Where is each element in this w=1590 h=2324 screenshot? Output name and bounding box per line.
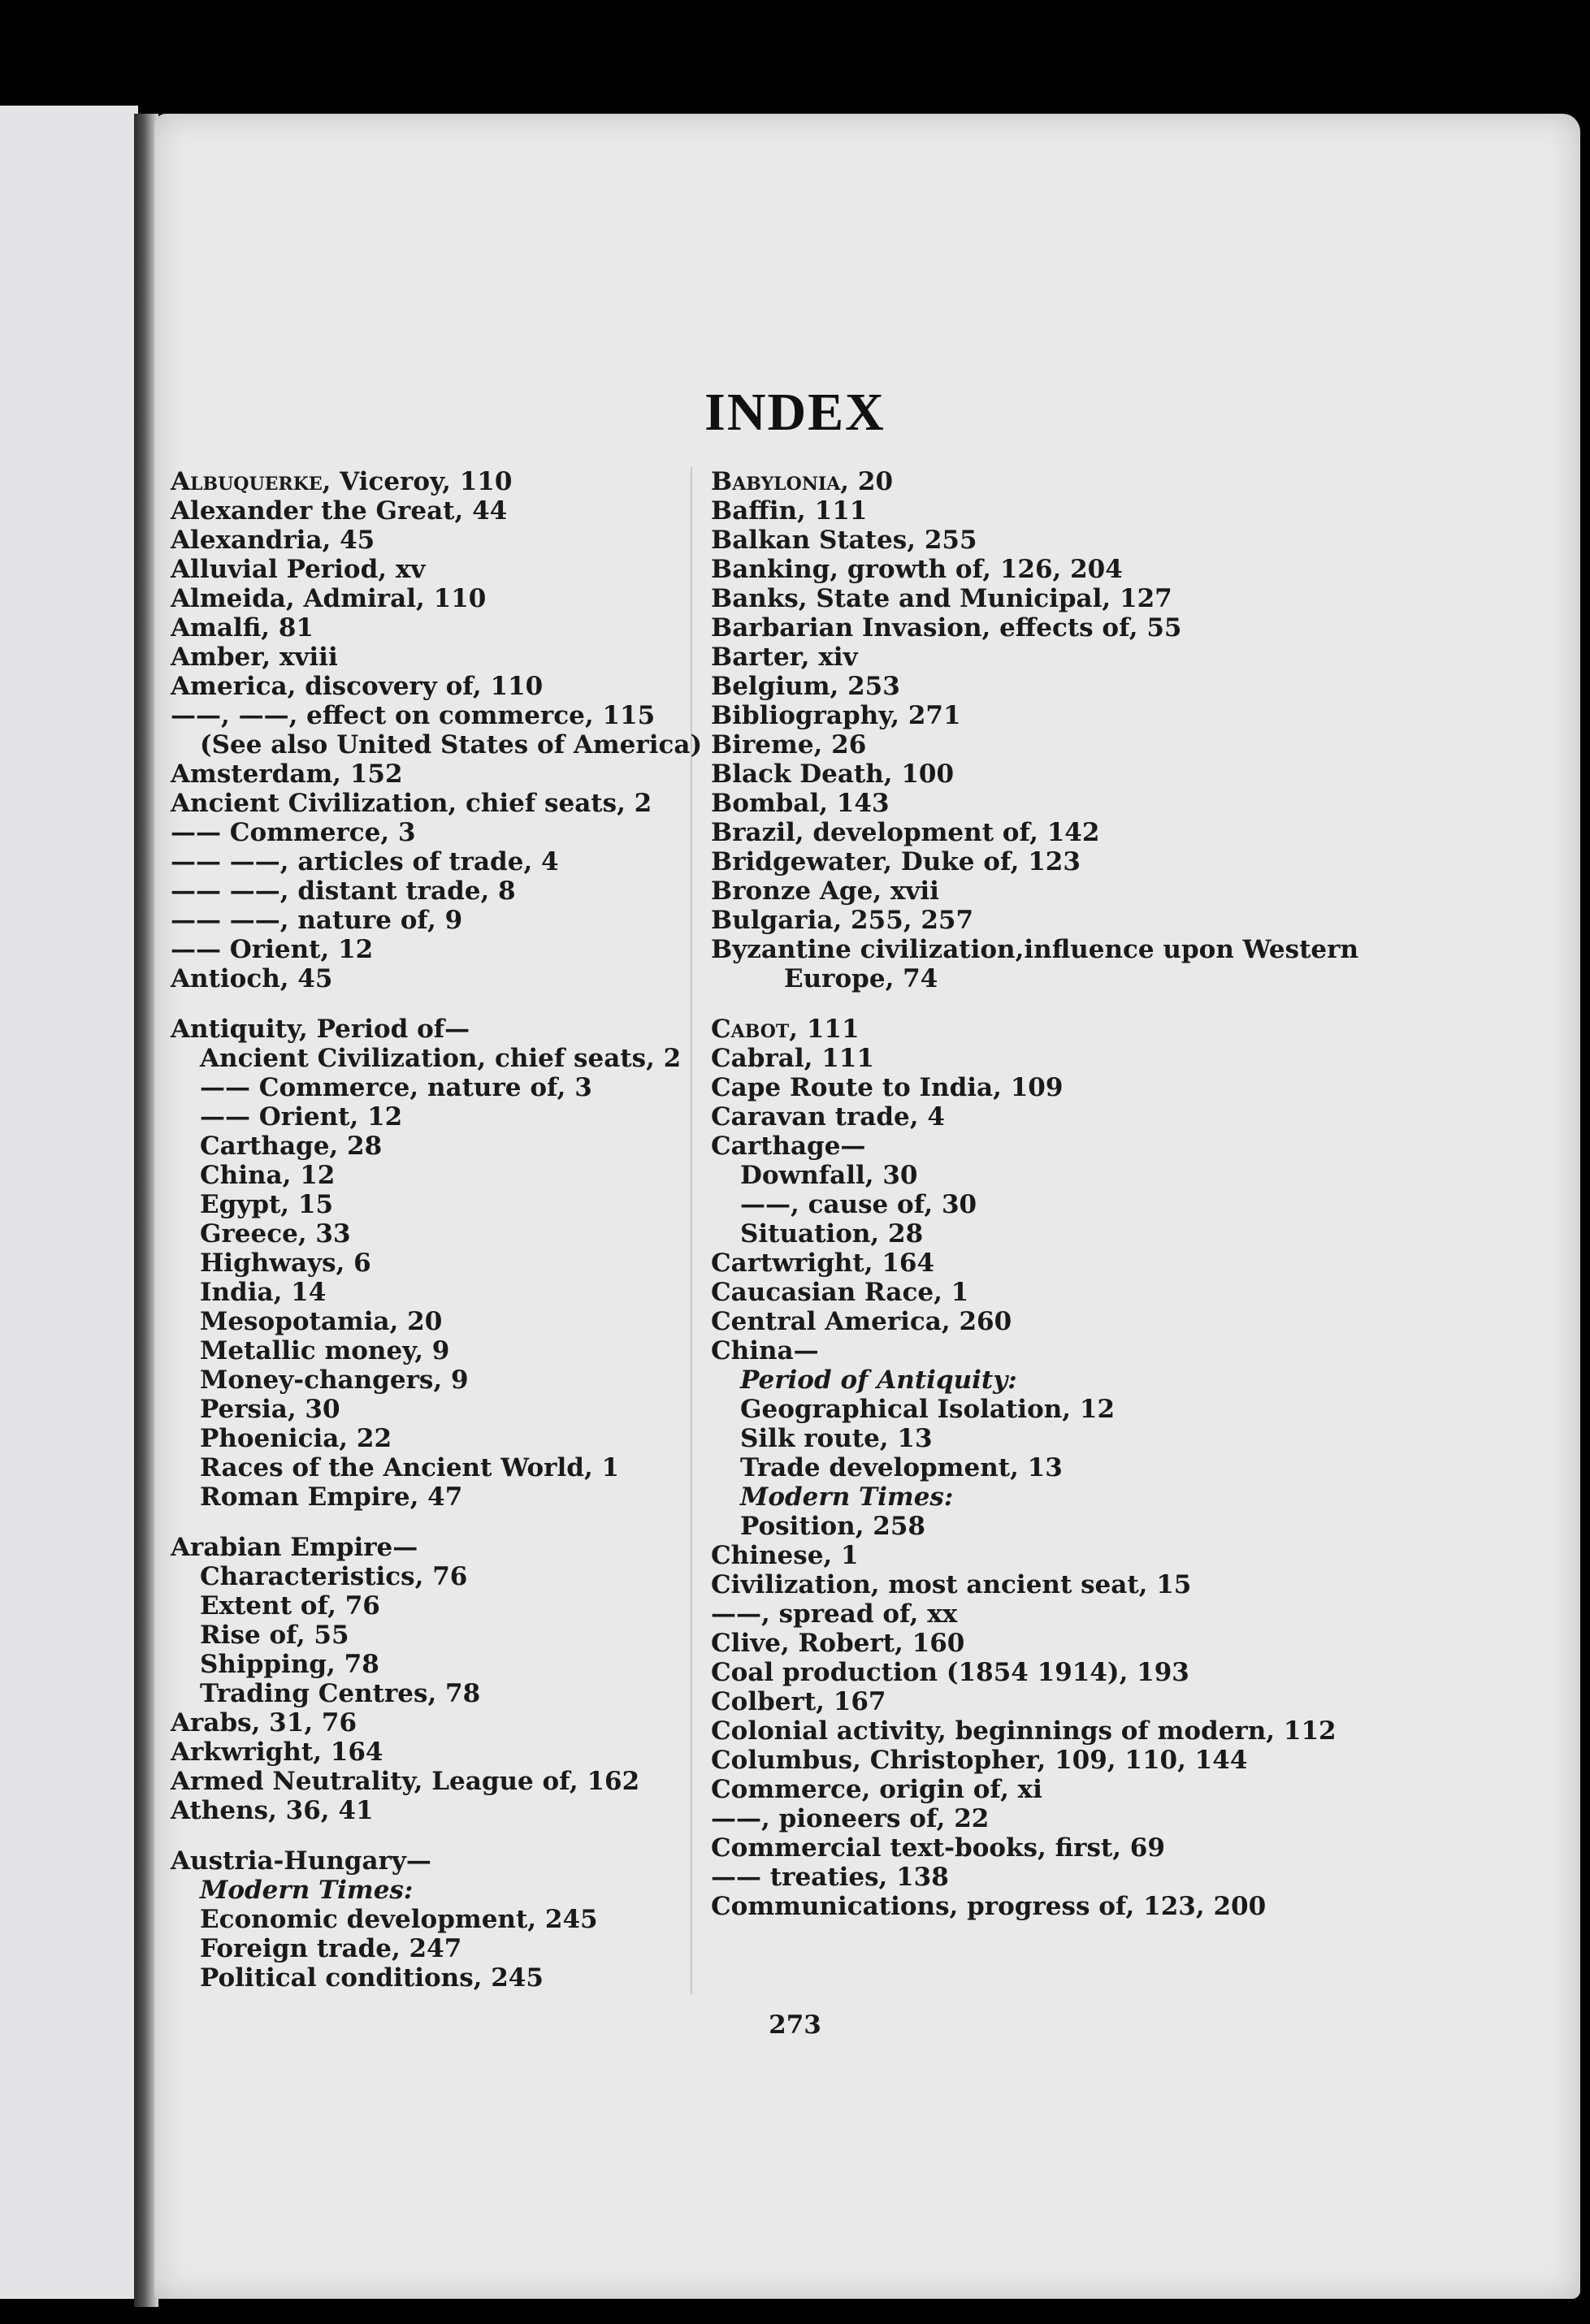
index-entry: Clive, Robert, 160: [711, 1629, 965, 1658]
index-entry: Byzantine civilization,influence upon Western Europe, 74: [711, 935, 1359, 993]
index-entry: Alexander the Great, 44: [171, 496, 508, 526]
index-entry: —— Commerce, 3: [171, 818, 416, 847]
index-entry: ——, cause of, 30: [740, 1190, 977, 1219]
index-entry: Barbarian Invasion, effects of, 55: [711, 613, 1182, 643]
index-entry: —— Orient, 12: [171, 935, 374, 964]
index-entry: Downfall, 30: [740, 1161, 918, 1190]
index-entry: Athens, 36, 41: [171, 1796, 374, 1825]
index-entry: Highways, 6: [200, 1249, 371, 1278]
index-entry: Position, 258: [740, 1512, 925, 1541]
index-entry: Civilization, most ancient seat, 15: [711, 1570, 1192, 1599]
index-entry: Columbus, Christopher, 109, 110, 144: [711, 1746, 1248, 1775]
index-entry: (See also United States of America): [200, 730, 703, 760]
index-entry: Shipping, 78: [200, 1650, 379, 1679]
index-entry: Colonial activity, beginnings of modern, 112: [711, 1716, 1337, 1746]
index-entry: Situation, 28: [740, 1219, 924, 1249]
index-entry: Colbert, 167: [711, 1687, 886, 1716]
index-entry: —— treaties, 138: [711, 1863, 949, 1892]
index-entry: Alluvial Period, xv: [171, 555, 426, 584]
index-entry: Caucasian Race, 1: [711, 1278, 969, 1307]
index-entry: Black Death, 100: [711, 760, 955, 789]
index-entry: Armed Neutrality, League of, 162: [171, 1767, 640, 1796]
index-entry: Amsterdam, 152: [171, 760, 403, 789]
index-entry: Barter, xiv: [711, 643, 858, 672]
page-title: INDEX: [704, 383, 886, 442]
index-entry: Modern Times:: [740, 1482, 954, 1512]
index-entry: China—: [711, 1336, 819, 1365]
index-entry: Brazil, development of, 142: [711, 818, 1100, 847]
index-entry: Commerce, origin of, xi: [711, 1775, 1042, 1804]
index-entry: Trade development, 13: [740, 1453, 1063, 1482]
index-entry: ——, pioneers of, 22: [711, 1804, 990, 1833]
index-entry: Modern Times:: [200, 1876, 414, 1905]
index-entry: ——, ——, effect on commerce, 115: [171, 701, 656, 730]
index-entry: Economic development, 245: [200, 1905, 598, 1934]
index-entry: Coal production (1854 1914), 193: [711, 1658, 1189, 1687]
index-entry: Bronze Age, xvii: [711, 876, 939, 906]
page-number: 273: [769, 2010, 821, 2040]
index-entry: Baffin, 111: [711, 496, 868, 526]
index-entry: Cabot, 111: [711, 1015, 860, 1044]
index-entry: —— ——, articles of trade, 4: [171, 847, 559, 876]
index-entry: Balkan States, 255: [711, 526, 977, 555]
index-entry: Characteristics, 76: [200, 1562, 468, 1591]
index-entry: Amber, xviii: [171, 643, 338, 672]
index-entry: Austria-Hungary—: [171, 1846, 431, 1876]
index-entry: Antiquity, Period of—: [171, 1015, 470, 1044]
index-entry: Carthage, 28: [200, 1132, 383, 1161]
index-entry: America, discovery of, 110: [171, 672, 544, 701]
index-entry: Banking, growth of, 126, 204: [711, 555, 1123, 584]
index-entry: Alexandria, 45: [171, 526, 375, 555]
index-entry: Central America, 260: [711, 1307, 1012, 1336]
index-entry: Caravan trade, 4: [711, 1102, 945, 1132]
index-entry: Ancient Civilization, chief seats, 2: [171, 789, 652, 818]
index-entry: Metallic money, 9: [200, 1336, 450, 1365]
index-entry: Almeida, Admiral, 110: [171, 584, 487, 613]
index-entry: —— ——, nature of, 9: [171, 906, 463, 935]
index-entry: Arkwright, 164: [171, 1738, 383, 1767]
index-entry: Banks, State and Municipal, 127: [711, 584, 1172, 613]
index-entry: Money-changers, 9: [200, 1365, 469, 1395]
index-entry: Bireme, 26: [711, 730, 867, 760]
index-entry: Period of Antiquity:: [740, 1365, 1017, 1395]
index-entry: Egypt, 15: [200, 1190, 334, 1219]
index-entry: Cape Route to India, 109: [711, 1073, 1064, 1102]
index-entry: Mesopotamia, 20: [200, 1307, 443, 1336]
index-entry: —— ——, distant trade, 8: [171, 876, 516, 906]
index-entry: —— Commerce, nature of, 3: [200, 1073, 592, 1102]
index-entry: Political conditions, 245: [200, 1963, 544, 1993]
index-entry: Rise of, 55: [200, 1621, 349, 1650]
index-entry: ——, spread of, xx: [711, 1599, 958, 1629]
index-entry: China, 12: [200, 1161, 336, 1190]
index-entry: Bulgaria, 255, 257: [711, 906, 974, 935]
index-entry: Albuquerke, Viceroy, 110: [171, 467, 513, 496]
index-entry: Amalfi, 81: [171, 613, 314, 643]
index-entry: Trading Centres, 78: [200, 1679, 481, 1708]
index-column-right: [711, 467, 1410, 1921]
index-entry: Communications, progress of, 123, 200: [711, 1892, 1267, 1921]
index-entry: Arabian Empire—: [171, 1533, 418, 1562]
index-entry: Persia, 30: [200, 1395, 340, 1424]
index-entry: Cartwright, 164: [711, 1249, 935, 1278]
index-entry: Bridgewater, Duke of, 123: [711, 847, 1081, 876]
index-entry: Bibliography, 271: [711, 701, 961, 730]
index-entry: Ancient Civilization, chief seats, 2: [200, 1044, 682, 1073]
index-entry: Greece, 33: [200, 1219, 351, 1249]
index-entry: Cabral, 111: [711, 1044, 874, 1073]
index-entry: Commercial text-books, first, 69: [711, 1833, 1165, 1863]
index-entry: Phoenicia, 22: [200, 1424, 392, 1453]
index-entry: Babylonia, 20: [711, 467, 894, 496]
index-entry: Belgium, 253: [711, 672, 900, 701]
index-entry: Chinese, 1: [711, 1541, 859, 1570]
index-entry: Carthage—: [711, 1132, 866, 1161]
index-entry: Antioch, 45: [171, 964, 333, 993]
index-entry: Foreign trade, 247: [200, 1934, 462, 1963]
index-entry: Bombal, 143: [711, 789, 890, 818]
index-entry: Geographical Isolation, 12: [740, 1395, 1116, 1424]
index-entry: India, 14: [200, 1278, 327, 1307]
index-entry: Extent of, 76: [200, 1591, 380, 1621]
index-entry: Roman Empire, 47: [200, 1482, 463, 1512]
index-entry: Arabs, 31, 76: [171, 1708, 357, 1738]
index-entry: Silk route, 13: [740, 1424, 933, 1453]
index-entry: —— Orient, 12: [200, 1102, 403, 1132]
index-entry: Races of the Ancient World, 1: [200, 1453, 620, 1482]
